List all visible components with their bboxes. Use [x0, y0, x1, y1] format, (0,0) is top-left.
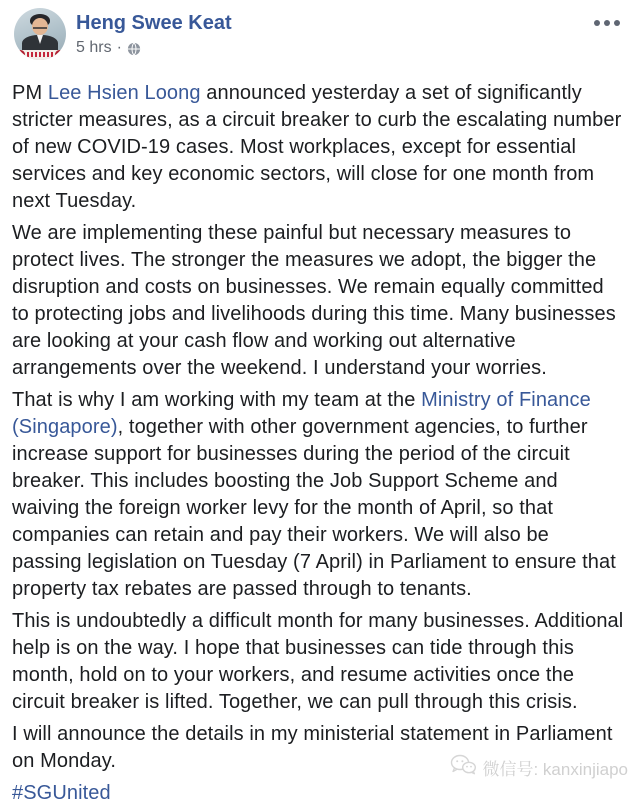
avatar-frame-badge-left — [16, 50, 25, 59]
header-text — [76, 8, 232, 57]
post-text-segment: That is why I am working with my team at the — [12, 389, 422, 411]
avatar[interactable] — [14, 8, 66, 60]
watermark-label: 微信号: kanxinjiapo — [482, 759, 628, 779]
meta-separator: · — [116, 39, 122, 56]
post-options-button[interactable] — [592, 14, 622, 32]
post-paragraph — [12, 721, 624, 775]
timestamp-link[interactable]: 5 hrs — [76, 39, 112, 56]
post-body — [0, 60, 638, 807]
post-text-segment: announced yesterday a set of significantly stricter measures, as a circuit breaker to curb the escalating number of new COVID-19 cases. Most workplaces, except for essential services and key economic sectors, will close for one month from next Tuesday. — [12, 82, 622, 212]
post-text-segment: This is undoubtedly a difficult month for many businesses. Additional help is on the way. I hope that businesses can tide through this month, hold on to your workers, and resume activities once the circuit breaker is lifted. Together, we can pull through this crisis. — [12, 610, 624, 713]
post-paragraph — [12, 608, 624, 716]
post-text-segment: , together with other government agencies, to further increase support for businesses during the period of the circuit breaker. This includes boosting the Job Support Scheme and waiving the foreign worker levy for the month of April, so that companies can retain and pay their workers. We will also be passing legislation on Tuesday (7 April) in Parliament to ensure that property tax rebates are passed through to tenants. — [12, 416, 616, 600]
post-paragraph — [12, 220, 624, 382]
post-paragraph — [12, 387, 624, 603]
post-text-segment: PM — [12, 82, 48, 104]
ellipsis-icon — [594, 20, 600, 26]
post-text-segment: We are implementing these painful but necessary measures to protect lives. The stronger the measures we adopt, the bigger the disruption and costs on businesses. We remain equally committed to protecting jobs and livelihoods during this time. Many businesses are looking at your cash flow and working out alternative arrangements over the weekend. I understand your worries. — [12, 222, 616, 379]
link-ministry-of-finance[interactable]: Ministry of Finance (Singapore) — [12, 389, 591, 438]
post-paragraph — [12, 80, 624, 215]
post-text-segment: I will announce the details in my ministerial statement in Parliament on Monday. — [12, 723, 613, 772]
hashtag-sgunited[interactable]: #SGUnited — [12, 782, 111, 804]
avatar-frame-badge-right — [55, 50, 64, 59]
post-paragraph — [12, 780, 624, 807]
post-meta — [76, 39, 232, 57]
avatar-frame-text — [27, 52, 53, 57]
globe-icon — [127, 42, 141, 56]
link-lee-hsien-loong[interactable]: Lee Hsien Loong — [47, 82, 201, 104]
post-header — [0, 0, 638, 60]
avatar-glasses — [33, 25, 47, 29]
author-name-link[interactable]: Heng Swee Keat — [76, 12, 232, 34]
